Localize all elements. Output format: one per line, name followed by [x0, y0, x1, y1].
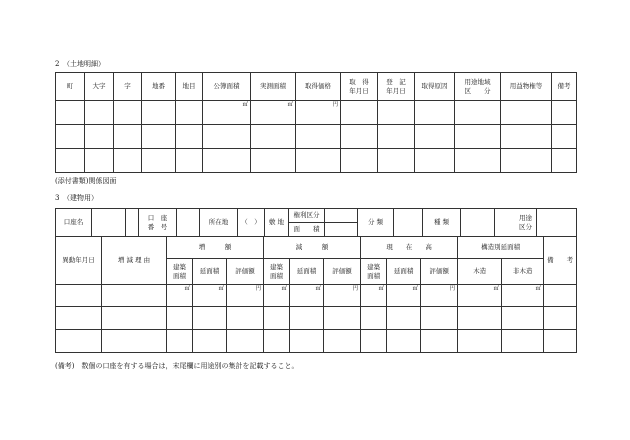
cell[interactable] [227, 307, 264, 330]
unit-sqm: ㎡ [264, 285, 290, 307]
header-nonwooden: 非木造 [502, 259, 544, 285]
unit-sqm: ㎡ [502, 285, 544, 307]
cell[interactable] [387, 330, 421, 353]
cell[interactable] [501, 125, 552, 149]
cell[interactable] [114, 125, 142, 149]
attachment-note: (添付書類)関係図面 [55, 177, 117, 185]
header-chimoku: 地目 [176, 73, 203, 101]
label-rights-class: 権利区分 [289, 209, 325, 223]
unit-sqm: ㎡ [290, 285, 324, 307]
cell[interactable] [193, 307, 227, 330]
header-decrease: 減 額 [264, 237, 361, 259]
cell[interactable] [552, 101, 577, 125]
header-jissoku-area: 実測面積 [251, 73, 296, 101]
cell[interactable] [341, 101, 378, 125]
cell[interactable] [227, 330, 264, 353]
account-number-value[interactable] [177, 209, 200, 237]
cell[interactable] [56, 330, 102, 353]
header-oaza: 大字 [85, 73, 114, 101]
building-header-table [55, 208, 577, 237]
unit-sqm: ㎡ [458, 285, 502, 307]
cell[interactable] [290, 307, 324, 330]
rights-class-value[interactable] [325, 209, 358, 223]
unit-yen: 円 [296, 101, 341, 125]
unit-sqm: ㎡ [193, 285, 227, 307]
header-valuation: 評価額 [227, 259, 264, 285]
label-usage-class: 用途 区分 [495, 209, 537, 237]
cell[interactable] [455, 101, 501, 125]
cell[interactable] [176, 149, 203, 173]
header-remarks: 備 考 [544, 237, 577, 285]
header-building-area: 建築 面積 [361, 259, 387, 285]
unit-sqm: ㎡ [167, 285, 193, 307]
cell[interactable] [361, 330, 387, 353]
cell[interactable] [203, 125, 251, 149]
location-paren: （ ） [238, 209, 265, 237]
cell[interactable] [251, 125, 296, 149]
kind-value[interactable] [461, 209, 495, 237]
section3-heading: 3 （建物用） [55, 194, 98, 202]
cell[interactable] [455, 149, 501, 173]
cell[interactable] [114, 101, 142, 125]
header-valuation: 評価額 [421, 259, 458, 285]
header-zoning: 用途地域 区 分 [455, 73, 501, 101]
header-change-date: 異動年月日 [56, 237, 102, 285]
cell[interactable] [544, 307, 577, 330]
usage-class-value[interactable] [537, 209, 577, 237]
cell[interactable] [296, 125, 341, 149]
land-row [56, 101, 577, 125]
cell[interactable] [264, 330, 290, 353]
header-town: 町 [56, 73, 85, 101]
cell[interactable] [102, 330, 167, 353]
cell[interactable] [378, 101, 415, 125]
footnote: (備考) 数個の口座を有する場合は，末尾欄に用途別の集計を記載すること。 [55, 362, 299, 370]
cell[interactable] [56, 307, 102, 330]
cell[interactable] [544, 285, 577, 307]
header-structure: 構造別延面積 [458, 237, 544, 259]
area-value[interactable] [325, 223, 358, 237]
header-floor-area: 延面積 [387, 259, 421, 285]
cell[interactable] [341, 149, 378, 173]
header-price: 取得価格 [296, 73, 341, 101]
header-chiban: 地番 [142, 73, 176, 101]
header-building-area: 建築 面積 [167, 259, 193, 285]
unit-sqm: ㎡ [361, 285, 387, 307]
cell[interactable] [56, 101, 85, 125]
header-remarks: 備考 [552, 73, 577, 101]
cell[interactable] [501, 101, 552, 125]
cell[interactable] [458, 307, 502, 330]
cell[interactable] [85, 101, 114, 125]
label-kind: 種 類 [423, 209, 461, 237]
cell[interactable] [296, 149, 341, 173]
cell[interactable] [415, 101, 455, 125]
cell[interactable] [378, 125, 415, 149]
header-kobo-area: 公簿面積 [203, 73, 251, 101]
cell[interactable] [102, 307, 167, 330]
label-account-name: 口座名 [56, 209, 92, 237]
cell[interactable] [142, 125, 176, 149]
cell[interactable] [114, 149, 142, 173]
label-area: 面 積 [289, 223, 325, 237]
cell[interactable] [56, 149, 85, 173]
cell[interactable] [458, 330, 502, 353]
cell[interactable] [455, 125, 501, 149]
category-value[interactable] [394, 209, 423, 237]
spacer [126, 209, 139, 237]
unit-sqm: ㎡ [251, 101, 296, 125]
section2-heading: 2 （土地明細） [55, 60, 105, 68]
cell[interactable] [56, 125, 85, 149]
cell[interactable] [85, 149, 114, 173]
building-row [56, 285, 577, 307]
cell[interactable] [264, 307, 290, 330]
header-aza: 字 [114, 73, 142, 101]
cell[interactable] [501, 149, 552, 173]
cell[interactable] [378, 149, 415, 173]
unit-yen: 円 [227, 285, 264, 307]
cell[interactable] [85, 125, 114, 149]
label-location: 所在地 [200, 209, 238, 237]
cell[interactable] [324, 307, 361, 330]
cell[interactable] [361, 307, 387, 330]
header-valuation: 評価額 [324, 259, 361, 285]
building-row [56, 307, 577, 330]
building-detail-table [55, 236, 577, 353]
header-acq-reason: 取得原因 [415, 73, 455, 101]
cell[interactable] [415, 125, 455, 149]
header-building-area: 建築 面積 [264, 259, 290, 285]
unit-yen: 円 [421, 285, 458, 307]
land-detail-table [55, 72, 577, 173]
cell[interactable] [552, 149, 577, 173]
cell[interactable] [167, 330, 193, 353]
header-reg-date: 登 記 年月日 [378, 73, 415, 101]
cell[interactable] [415, 149, 455, 173]
cell[interactable] [502, 330, 544, 353]
label-account-number: 口 座 番 号 [139, 209, 177, 237]
cell[interactable] [203, 149, 251, 173]
account-name-value[interactable] [92, 209, 126, 237]
cell[interactable] [421, 330, 458, 353]
cell[interactable] [176, 101, 203, 125]
header-rights: 用益物権等 [501, 73, 552, 101]
unit-yen: 円 [324, 285, 361, 307]
unit-sqm: ㎡ [203, 101, 251, 125]
land-row [56, 149, 577, 173]
cell[interactable] [324, 330, 361, 353]
cell[interactable] [193, 330, 227, 353]
cell[interactable] [552, 125, 577, 149]
header-current: 現 在 高 [361, 237, 458, 259]
cell[interactable] [251, 149, 296, 173]
cell[interactable] [102, 285, 167, 307]
header-floor-area: 延面積 [193, 259, 227, 285]
label-category: 分 類 [358, 209, 394, 237]
label-site: 敷 地 [265, 209, 289, 237]
header-wooden: 木造 [458, 259, 502, 285]
cell[interactable] [290, 330, 324, 353]
cell[interactable] [341, 125, 378, 149]
cell[interactable] [421, 307, 458, 330]
cell[interactable] [142, 149, 176, 173]
header-change-reason: 増 減 理 由 [102, 237, 167, 285]
cell[interactable] [167, 307, 193, 330]
cell[interactable] [176, 125, 203, 149]
header-floor-area: 延面積 [290, 259, 324, 285]
cell[interactable] [56, 285, 102, 307]
header-increase: 増 額 [167, 237, 264, 259]
cell[interactable] [544, 330, 577, 353]
building-row [56, 330, 577, 353]
header-acq-date: 取 得 年月日 [341, 73, 378, 101]
cell[interactable] [387, 307, 421, 330]
land-row [56, 125, 577, 149]
unit-sqm: ㎡ [387, 285, 421, 307]
cell[interactable] [502, 307, 544, 330]
cell[interactable] [142, 101, 176, 125]
